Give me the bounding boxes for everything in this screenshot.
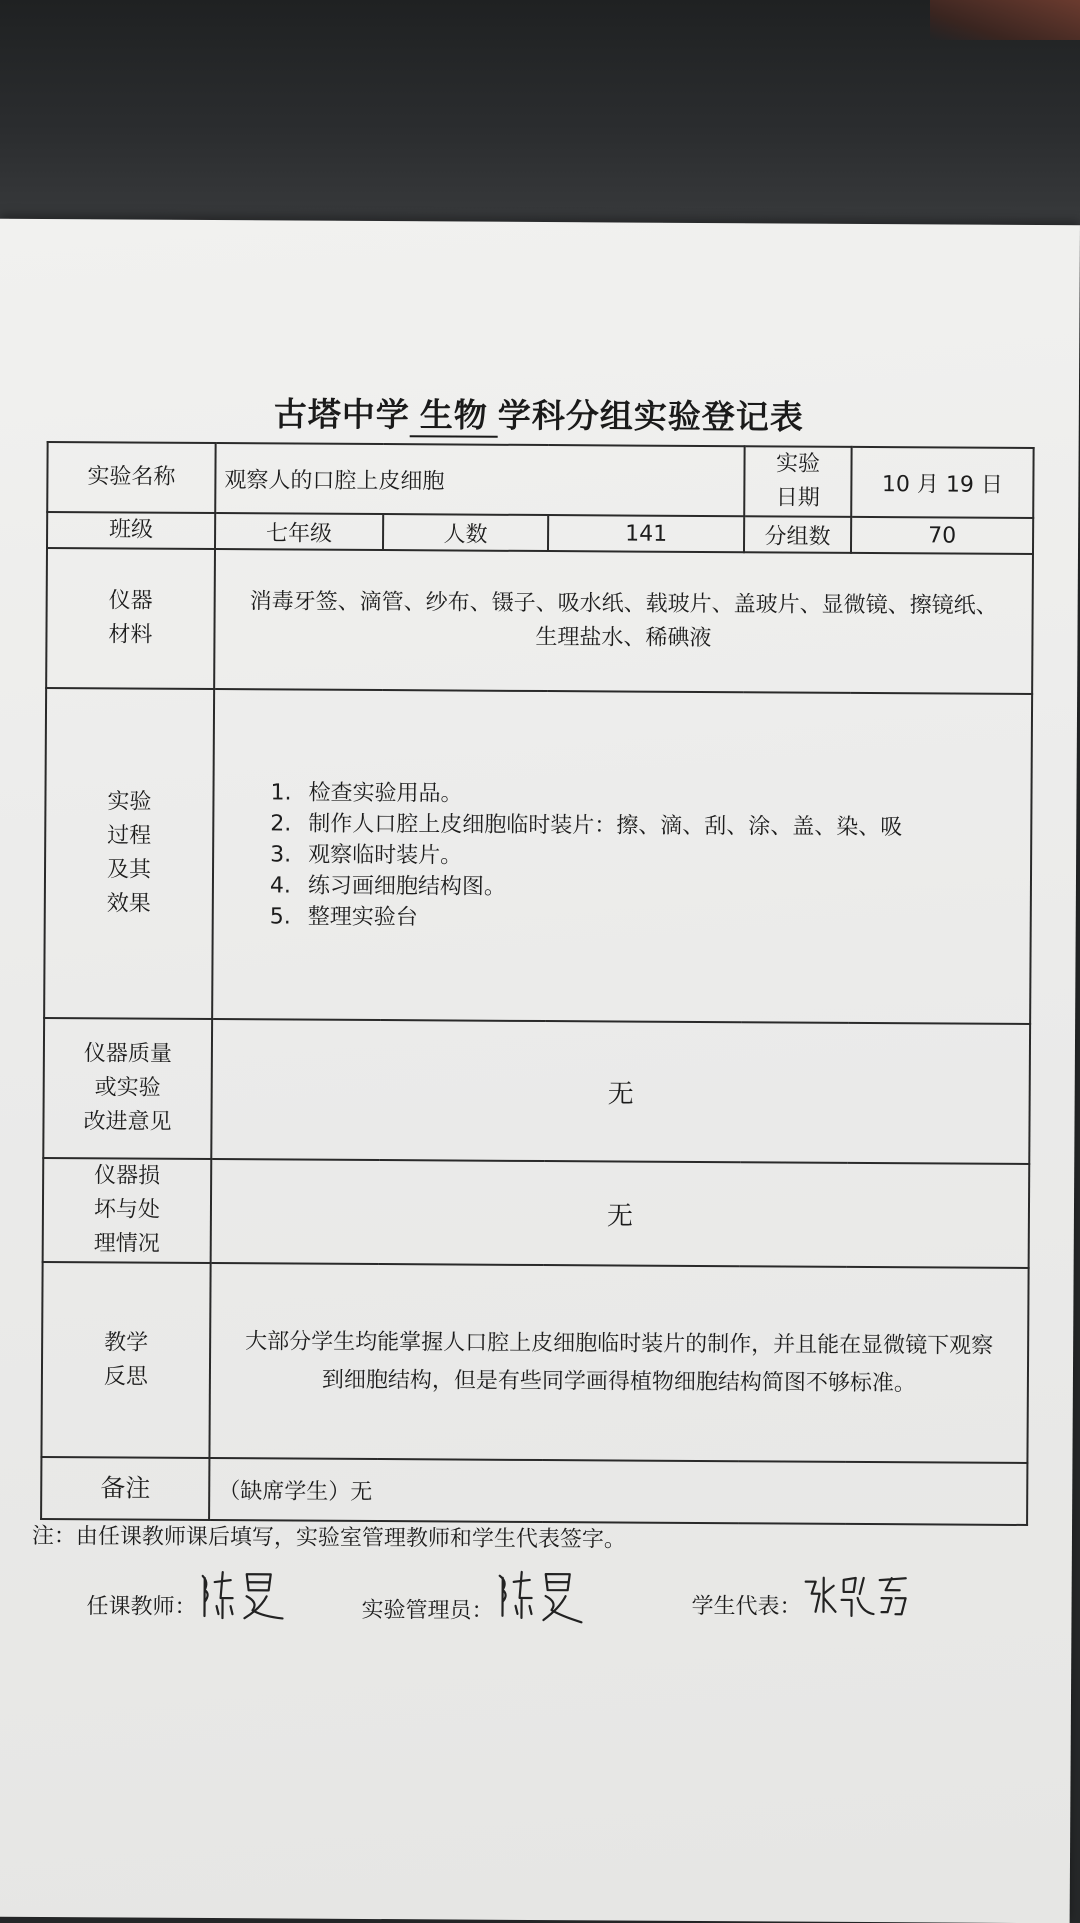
process-step xyxy=(270,808,1022,844)
materials-line: 消毒牙签、滴管、纱布、镊子、吸水纸、载玻片、盖玻片、显微镜、擦镜纸、 xyxy=(249,589,998,619)
experiment-register-table xyxy=(40,441,1035,1526)
student-signature xyxy=(801,1572,911,1629)
student-count-value: 141 xyxy=(548,515,744,552)
materials-label-line: 材料 xyxy=(108,622,153,648)
paper-sheet xyxy=(0,219,1080,1923)
remarks-label: 备注 xyxy=(41,1457,209,1520)
handwritten-signature-icon xyxy=(801,1572,911,1623)
process-step-text: 整理实验台 xyxy=(307,904,418,930)
damage-value: 无 xyxy=(211,1159,1030,1268)
reflection-value xyxy=(209,1263,1028,1463)
class-label: 班级 xyxy=(47,512,215,549)
row-damage xyxy=(43,1158,1030,1268)
process-label xyxy=(44,688,214,1019)
damage-label-line: 理情况 xyxy=(93,1231,160,1257)
process-steps-list xyxy=(270,777,1023,937)
group-count-value: 70 xyxy=(851,517,1033,554)
admin-label: 实验管理员： xyxy=(361,1597,494,1624)
title-subject: 生物 xyxy=(410,395,498,438)
row-class xyxy=(47,512,1033,554)
row-remarks xyxy=(41,1457,1027,1525)
improvement-value: 无 xyxy=(211,1019,1030,1164)
reflection-label xyxy=(41,1262,210,1458)
process-step xyxy=(270,870,1022,906)
reflection-line: 到细胞结构，但是有些同学画得植物细胞结构简图不够标准。 xyxy=(321,1367,917,1396)
improvement-label xyxy=(43,1018,212,1159)
process-label-line: 过程 xyxy=(107,823,152,849)
teacher-signature xyxy=(196,1568,286,1629)
reflection-line: 大部分学生均能掌握人口腔上皮细胞临时装片的制作，并且能在显微镜下观察 xyxy=(245,1328,994,1359)
handwritten-signature-icon xyxy=(196,1568,286,1623)
row-experiment-name xyxy=(47,442,1033,518)
row-materials xyxy=(46,548,1033,694)
process-step-text: 制作人口腔上皮细胞临时装片：擦、滴、刮、涂、盖、染、吸 xyxy=(308,811,903,840)
document-title xyxy=(0,387,1079,442)
student-signature-group xyxy=(691,1571,911,1628)
damage-label xyxy=(43,1158,212,1263)
teacher-signature-group xyxy=(86,1567,286,1628)
teacher-label: 任课教师： xyxy=(86,1594,197,1620)
process-step xyxy=(270,901,1022,937)
row-improvement xyxy=(43,1018,1030,1164)
improvement-label-line: 仪器质量 xyxy=(83,1041,172,1067)
reflection-label-line: 反思 xyxy=(103,1363,149,1390)
process-label-line: 实验 xyxy=(107,789,152,815)
reflection-label-line: 教学 xyxy=(104,1329,149,1356)
improvement-label-line: 改进意见 xyxy=(83,1109,172,1135)
materials-line: 生理盐水、稀碘液 xyxy=(535,624,712,652)
handwritten-signature-icon xyxy=(493,1570,585,1627)
process-step-text: 检查实验用品。 xyxy=(308,780,463,807)
remarks-value: （缺席学生）无 xyxy=(209,1458,1027,1525)
date-label-line: 日期 xyxy=(775,485,820,511)
experiment-date-label xyxy=(744,446,851,517)
title-school: 古塔中学 xyxy=(273,394,410,435)
group-count-label: 分组数 xyxy=(744,516,851,553)
materials-label-line: 仪器 xyxy=(108,588,153,614)
improvement-label-line: 或实验 xyxy=(94,1075,161,1101)
damage-label-line: 仪器损 xyxy=(94,1163,161,1189)
student-label: 学生代表： xyxy=(691,1593,802,1620)
process-step-text: 观察临时装片。 xyxy=(308,842,463,869)
damage-label-line: 坏与处 xyxy=(93,1197,161,1223)
process-step-text: 练习画细胞结构图。 xyxy=(307,873,507,900)
footer-note: 注：由任课教师课后填写，实验室管理教师和学生代表签字。 xyxy=(31,1523,627,1553)
date-label-line: 实验 xyxy=(775,451,821,477)
experiment-date-value: 10 月 19 日 xyxy=(851,447,1033,518)
materials-value xyxy=(214,549,1033,694)
process-step xyxy=(270,839,1022,875)
class-value: 七年级 xyxy=(215,513,383,550)
process-step xyxy=(270,777,1022,813)
admin-signature-group xyxy=(361,1569,585,1632)
student-count-label: 人数 xyxy=(383,514,548,551)
materials-label xyxy=(46,548,215,689)
row-reflection xyxy=(41,1262,1028,1463)
title-suffix: 学科分组实验登记表 xyxy=(497,395,804,437)
process-label-line: 及其 xyxy=(106,857,152,883)
row-process xyxy=(44,688,1032,1024)
desk-corner xyxy=(930,0,1080,40)
signature-row xyxy=(86,1567,986,1642)
process-value xyxy=(212,689,1032,1024)
experiment-name-value: 观察人的口腔上皮细胞 xyxy=(215,443,744,516)
experiment-name-label: 实验名称 xyxy=(47,442,215,513)
process-label-line: 效果 xyxy=(106,891,151,917)
desk-backdrop xyxy=(0,0,1080,240)
admin-signature xyxy=(493,1570,585,1633)
